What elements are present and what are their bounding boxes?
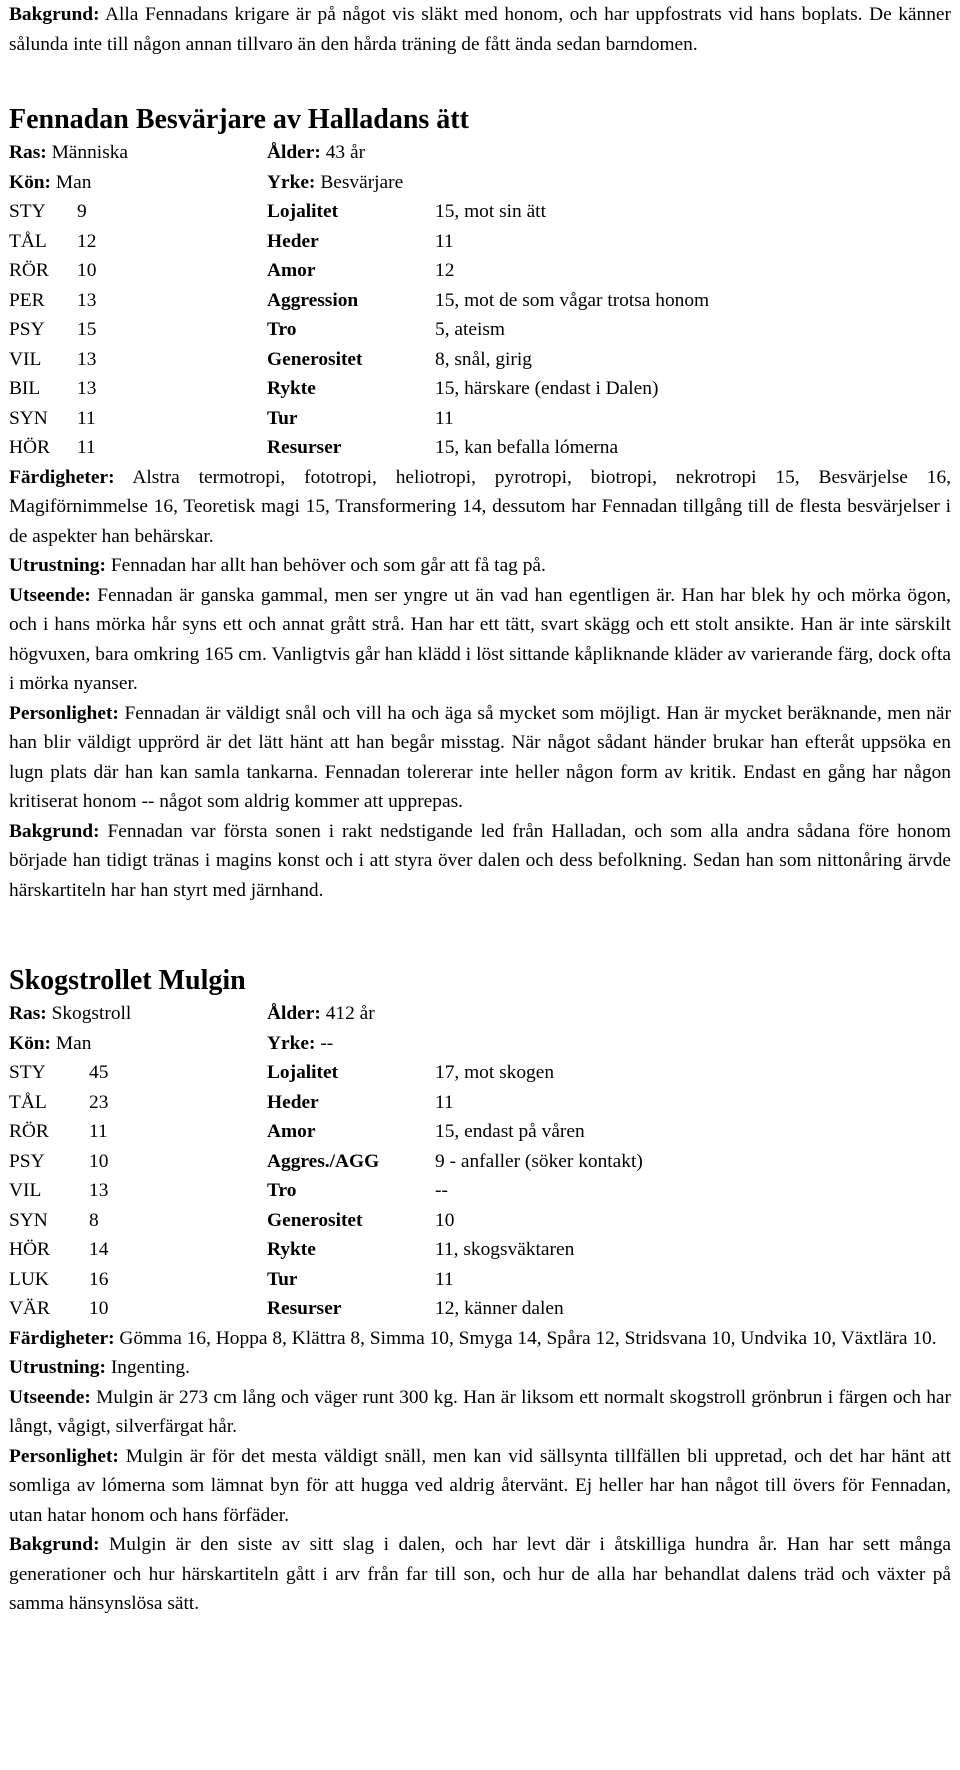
utseende-paragraph bbox=[9, 1383, 951, 1442]
stat-value: 8 bbox=[89, 1209, 99, 1231]
fardigheter-text: Gömma 16, Hoppa 8, Klättra 8, Simma 10, Smyga 14, Spåra 12, Stridsvana 10, Undvika 10, Växtlära 10. bbox=[114, 1327, 937, 1349]
kon-value: Man bbox=[55, 1032, 92, 1054]
stat-value: 11 bbox=[77, 407, 96, 429]
stat-row bbox=[9, 1235, 951, 1265]
stat-trait: Amor bbox=[267, 260, 316, 281]
header-row-kon-yrke bbox=[9, 168, 951, 198]
yrke-label: Yrke: bbox=[267, 1032, 316, 1054]
stat-value: 14 bbox=[89, 1239, 109, 1260]
utseende-label: Utseende: bbox=[9, 584, 91, 606]
stat-row bbox=[9, 256, 951, 286]
stat-trait-value: 15, mot sin ätt bbox=[435, 201, 546, 222]
kon-label: Kön: bbox=[9, 1032, 52, 1054]
stat-trait-value: -- bbox=[435, 1180, 448, 1201]
stat-trait: Lojalitet bbox=[267, 201, 339, 222]
stat-trait-value: 11 bbox=[435, 1268, 454, 1290]
stat-trait: Amor bbox=[267, 1121, 316, 1142]
stat-trait-value: 11 bbox=[435, 1091, 454, 1113]
utseende-paragraph bbox=[9, 581, 951, 699]
stat-trait: Tur bbox=[267, 1268, 298, 1290]
stat-value: 13 bbox=[89, 1180, 109, 1201]
personlighet-paragraph bbox=[9, 1442, 951, 1531]
stat-value: 23 bbox=[89, 1091, 109, 1113]
stats-table bbox=[9, 1058, 951, 1324]
kon-label: Kön: bbox=[9, 171, 52, 193]
bakgrund-text: Fennadan var första sonen i rakt nedstigande led från Halladan, och som alla andra sådana före honom började han tidigt tränas i magins konst och i att styra över dalen och dess befolkning. Sedan han som nittonåring ärvde härskartiteln har han styrt med järnhand. bbox=[9, 820, 951, 901]
bakgrund-label: Bakgrund: bbox=[9, 820, 100, 842]
character-title: Fennadan Besvärjare av Halladans ätt bbox=[9, 104, 469, 135]
stat-row bbox=[9, 1265, 951, 1295]
stat-trait: Tur bbox=[267, 407, 298, 429]
alder-label: Ålder: bbox=[267, 1003, 321, 1024]
intro-paragraph bbox=[9, 0, 951, 59]
ras-value: Människa bbox=[51, 142, 129, 163]
stat-value: 12 bbox=[77, 230, 97, 252]
stat-attr: RÖR bbox=[9, 260, 49, 281]
stat-trait: Rykte bbox=[267, 378, 316, 399]
bakgrund-paragraph bbox=[9, 1530, 951, 1619]
stat-row bbox=[9, 404, 951, 434]
header-row-ras-alder bbox=[9, 138, 951, 168]
stat-trait-value: 11, skogsväktaren bbox=[435, 1239, 575, 1260]
stat-row bbox=[9, 1088, 951, 1118]
stat-attr: PSY bbox=[9, 319, 45, 340]
fardigheter-label: Färdigheter: bbox=[9, 1327, 115, 1349]
stat-row bbox=[9, 1058, 951, 1088]
stat-row bbox=[9, 1206, 951, 1236]
stat-attr: SYN bbox=[9, 1209, 48, 1231]
fardigheter-label: Färdigheter: bbox=[9, 466, 115, 488]
stat-value: 10 bbox=[89, 1298, 109, 1319]
personlighet-label: Personlighet: bbox=[9, 1445, 119, 1467]
stat-attr: VIL bbox=[9, 348, 42, 370]
bakgrund-text: Mulgin är den siste av sitt slag i dalen, och har levt där i åtskilliga hundra år. Han har sett många generationer och hur härskartiteln gått i arv från far till son, och hur de alla har behandlat dalens träd och växter på samma hänsynslösa sätt. bbox=[9, 1534, 951, 1614]
stat-trait-value: 15, kan befalla lómerna bbox=[435, 437, 619, 458]
stat-value: 16 bbox=[89, 1268, 109, 1290]
stat-attr: SYN bbox=[9, 407, 48, 429]
stats-table bbox=[9, 197, 951, 463]
stat-attr: RÖR bbox=[9, 1121, 49, 1142]
stat-row bbox=[9, 315, 951, 345]
stat-attr: STY bbox=[9, 201, 46, 222]
stat-attr: PSY bbox=[9, 1150, 45, 1172]
personlighet-paragraph bbox=[9, 699, 951, 817]
stat-attr: BIL bbox=[9, 378, 41, 399]
character-fennadan bbox=[9, 102, 951, 905]
personlighet-label: Personlighet: bbox=[9, 702, 119, 724]
fardigheter-paragraph bbox=[9, 1324, 951, 1354]
header-row-ras-alder bbox=[9, 999, 951, 1029]
stat-trait-value: 12 bbox=[435, 260, 455, 281]
alder-label: Ålder: bbox=[267, 142, 321, 163]
stat-value: 45 bbox=[89, 1062, 109, 1083]
stat-attr: HÖR bbox=[9, 437, 50, 458]
utseende-text: Fennadan är ganska gammal, men ser yngre ut än vad han egentligen är. Han har blek hy och mörka ögon, och i hans mörka hår syns ett och annat grått strå. Han har ett tätt, svart skägg och ett stolt ansikte. Han är inte särskilt högvuxen, bara omkring 165 cm. Vanligtvis går han klädd i löst sittande kåpliknande kläder av varierande färg, dock ofta i mörka nyanser. bbox=[9, 584, 951, 694]
stat-row bbox=[9, 227, 951, 257]
stat-value: 13 bbox=[77, 348, 97, 370]
stat-value: 11 bbox=[89, 1121, 108, 1142]
stat-value: 13 bbox=[77, 289, 97, 311]
stat-attr: VÄR bbox=[9, 1298, 50, 1319]
utrustning-paragraph bbox=[9, 1353, 951, 1383]
stat-trait: Resurser bbox=[267, 1298, 342, 1319]
stat-row bbox=[9, 1294, 951, 1324]
stat-trait-value: 15, mot de som vågar trotsa honom bbox=[435, 289, 710, 311]
stat-trait-value: 15, endast på våren bbox=[435, 1121, 585, 1142]
utrustning-label: Utrustning: bbox=[9, 555, 106, 576]
character-title: Skogstrollet Mulgin bbox=[9, 965, 246, 996]
fardigheter-paragraph bbox=[9, 463, 951, 552]
stat-trait-value: 11 bbox=[435, 407, 454, 429]
stat-row bbox=[9, 286, 951, 316]
stat-attr: TÅL bbox=[9, 230, 47, 252]
stat-value: 11 bbox=[77, 437, 96, 458]
utseende-text: Mulgin är 273 cm lång och väger runt 300 kg. Han är liksom ett normalt skogstroll grönbrun i färgen och har långt, vågigt, silverfärgat hår. bbox=[9, 1386, 951, 1437]
ras-label: Ras: bbox=[9, 1003, 47, 1024]
stat-trait: Heder bbox=[267, 230, 319, 252]
stat-trait: Resurser bbox=[267, 437, 342, 458]
bakgrund-label: Bakgrund: bbox=[9, 1534, 100, 1555]
ras-value: Skogstroll bbox=[51, 1003, 132, 1024]
fardigheter-text: Alstra termotropi, fototropi, heliotropi, pyrotropi, biotropi, nekrotropi 15, Besvärjelse 16, Magiförnimmelse 16, Teoretisk magi 15, Transformering 14, dessutom har Fennadan tillgång till de flesta besvärjelser i de aspekter han behärskar. bbox=[9, 466, 951, 547]
bakgrund-paragraph bbox=[9, 817, 951, 906]
stat-row bbox=[9, 1117, 951, 1147]
stat-value: 13 bbox=[77, 378, 97, 399]
stat-trait: Generositet bbox=[267, 1209, 363, 1231]
alder-value: 412 år bbox=[325, 1003, 375, 1024]
stat-trait-value: 12, känner dalen bbox=[435, 1298, 564, 1319]
yrke-value: -- bbox=[320, 1032, 334, 1054]
utrustning-text: Ingenting. bbox=[105, 1357, 190, 1378]
utrustning-paragraph bbox=[9, 551, 951, 581]
utrustning-text: Fennadan har allt han behöver och som går att få tag på. bbox=[105, 555, 546, 576]
intro-text: Alla Fennadans krigare är på något vis släkt med honom, och har uppfostrats vid hans boplats. De känner sålunda inte till någon annan tillvaro än den hårda träning de fått ända sedan barndomen. bbox=[9, 4, 951, 55]
character-mulgin bbox=[9, 963, 951, 1619]
stat-value: 10 bbox=[89, 1150, 109, 1172]
personlighet-text: Fennadan är väldigt snål och vill ha och äga så mycket som möjligt. Han är mycket beräknande, men när han blir väldigt upprörd är det lätt hänt att han begår misstag. När något sådant händer brukar han efteråt uppsöka en lugn plats där han kan samla tankarna. Fennadan tolererar inte heller någon form av kritik. Endast en gång har någon kritiserat honom -- något som aldrig kommer att upprepas. bbox=[9, 702, 951, 812]
stat-value: 9 bbox=[77, 201, 87, 222]
stat-trait: Generositet bbox=[267, 348, 363, 370]
kon-value: Man bbox=[55, 171, 92, 193]
stat-row bbox=[9, 433, 951, 463]
stat-attr: VIL bbox=[9, 1180, 42, 1201]
stat-trait-value: 8, snål, girig bbox=[435, 348, 532, 370]
stat-trait: Lojalitet bbox=[267, 1062, 339, 1083]
stat-trait-value: 11 bbox=[435, 230, 454, 252]
stat-attr: TÅL bbox=[9, 1091, 47, 1113]
stat-row bbox=[9, 345, 951, 375]
yrke-label: Yrke: bbox=[267, 171, 316, 193]
stat-row bbox=[9, 1176, 951, 1206]
personlighet-text: Mulgin är för det mesta väldigt snäll, men kan vid sällsynta tillfällen bli uppretad, och det har hänt att somliga av lómerna som lämnat byn för att hugga ved aldrig återvänt. Ej heller har han något till övers för Fennadan, utan hatar honom och hans förfäder. bbox=[9, 1445, 951, 1526]
stat-row bbox=[9, 197, 951, 227]
stat-trait: Heder bbox=[267, 1091, 319, 1113]
stat-trait: Rykte bbox=[267, 1239, 316, 1260]
utseende-label: Utseende: bbox=[9, 1386, 91, 1408]
stat-attr: HÖR bbox=[9, 1239, 50, 1260]
stat-trait-value: 15, härskare (endast i Dalen) bbox=[435, 378, 659, 399]
alder-value: 43 år bbox=[325, 142, 366, 163]
stat-attr: STY bbox=[9, 1062, 46, 1083]
stat-trait: Aggres./AGG bbox=[267, 1150, 380, 1172]
stat-trait-value: 5, ateism bbox=[435, 319, 506, 340]
stat-trait-value: 9 - anfaller (söker kontakt) bbox=[435, 1150, 643, 1172]
yrke-value: Besvärjare bbox=[320, 171, 404, 193]
stat-row bbox=[9, 1147, 951, 1177]
header-row-kon-yrke bbox=[9, 1029, 951, 1059]
stat-attr: LUK bbox=[9, 1268, 49, 1290]
stat-value: 10 bbox=[77, 260, 97, 281]
intro-label: Bakgrund: bbox=[9, 4, 100, 25]
stat-row bbox=[9, 374, 951, 404]
ras-label: Ras: bbox=[9, 142, 47, 163]
stat-attr: PER bbox=[9, 289, 45, 311]
stat-value: 15 bbox=[77, 319, 97, 340]
stat-trait: Tro bbox=[267, 319, 297, 340]
utrustning-label: Utrustning: bbox=[9, 1357, 106, 1378]
stat-trait: Tro bbox=[267, 1180, 297, 1201]
stat-trait: Aggression bbox=[267, 289, 359, 311]
stat-trait-value: 10 bbox=[435, 1209, 455, 1231]
stat-trait-value: 17, mot skogen bbox=[435, 1062, 555, 1083]
